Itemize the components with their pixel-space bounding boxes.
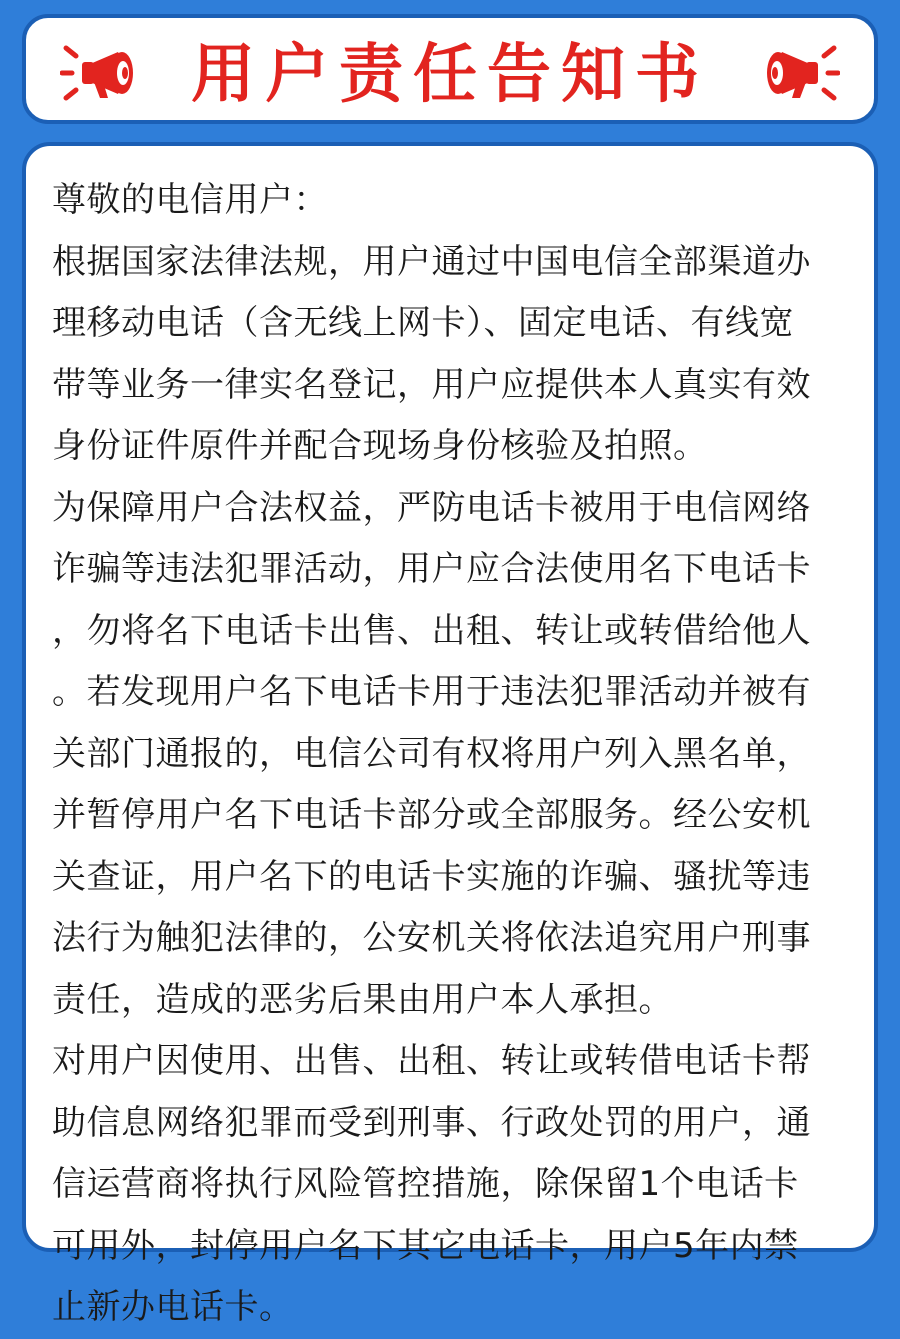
paragraph-line: 为保障用户合法权益，严防电话卡被用于电信网络: [52, 487, 811, 528]
paragraph-line: 根据国家法律法规，用户通过中国电信全部渠道办: [52, 241, 811, 282]
paragraph-line: 身份证件原件并配合现场身份核验及拍照。: [52, 426, 708, 466]
paragraph-line: 理移动电话（含无线上网卡）、固定电话、有线宽: [52, 303, 794, 343]
notice-body: [22, 142, 878, 1327]
megaphone-icon: [748, 42, 840, 104]
paragraph-line: 责任，造成的恶劣后果由用户本人承担。: [52, 979, 673, 1020]
paragraph-3: [52, 1031, 852, 1339]
paragraph-line: 助信息网络犯罪而受到刑事、行政处罚的用户，通: [52, 1102, 811, 1143]
paragraph-line: 带等业务一律实名登记，用户应提供本人真实有效: [52, 364, 811, 405]
greeting: [52, 170, 852, 232]
paragraph-line: 可用外，封停用户名下其它电话卡，用户5年内禁: [52, 1225, 799, 1266]
paragraph-line: 止新办电话卡。: [52, 1287, 294, 1327]
paragraph-line: 关部门通报的，电信公司有权将用户列入黑名单，: [52, 733, 811, 774]
paragraph-line: 关查证，用户名下的电话卡实施的诈骗、骚扰等违: [52, 856, 811, 897]
paragraph-line: 。若发现用户名下电话卡用于违法犯罪活动并被有: [52, 672, 811, 712]
paragraph-line: 法行为触犯法律的，公安机关将依法追究用户刑事: [52, 918, 811, 958]
megaphone-icon: [60, 42, 152, 104]
page-title: 用户责任告知书: [191, 38, 709, 112]
paragraph-line: ，勿将名下电话卡出售、出租、转让或转借给他人: [52, 610, 811, 651]
paragraph-line: 并暂停用户名下电话卡部分或全部服务。经公安机: [52, 795, 811, 835]
title-banner: [22, 14, 878, 124]
paragraph-line: 对用户因使用、出售、出租、转让或转借电话卡帮: [52, 1041, 811, 1081]
paragraph-line: 诈骗等违法犯罪活动，用户应合法使用名下电话卡: [52, 549, 811, 589]
paragraph-2: [52, 478, 852, 1032]
paragraph-line: 信运营商将执行风险管控措施，除保留1个电话卡: [52, 1164, 799, 1204]
greeting-text: 尊敬的电信用户：: [52, 180, 328, 220]
paragraph-1: [52, 232, 852, 478]
